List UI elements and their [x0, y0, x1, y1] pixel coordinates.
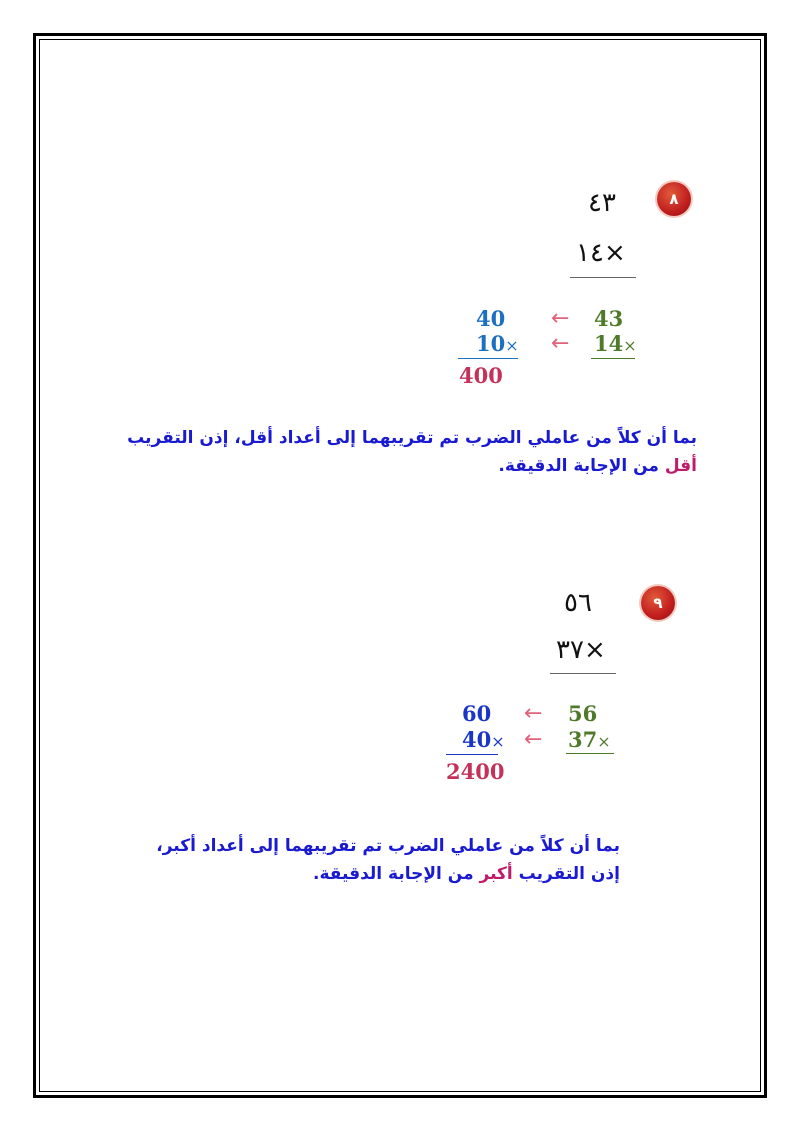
arrow-icon: ←: [551, 306, 570, 331]
rounded-top-number: 40: [476, 306, 506, 331]
original-underline: [570, 277, 636, 278]
arrow-icon: ←: [524, 727, 543, 752]
arrow-icon: ←: [524, 701, 543, 726]
problem-number-badge: ٩: [641, 586, 675, 620]
rounded-underline: [446, 754, 498, 755]
exact-underline: [566, 753, 614, 754]
rounded-top-number: 60: [462, 701, 492, 726]
original-bottom-number: ١٤×: [576, 238, 626, 268]
exact-top-number: 56: [568, 701, 598, 726]
rounded-underline: [458, 358, 518, 359]
explanation-text: بما أن كلاً من عاملي الضرب تم تقريبهما إلى أعداد أقل، إذن التقريب أقل من الإجابة الدقيقة.: [127, 428, 697, 476]
arrow-icon: ←: [551, 331, 570, 356]
original-top-number: ٤٣: [588, 188, 616, 218]
exact-bottom-number: 14×: [594, 331, 637, 356]
original-bottom-number: ٣٧×: [556, 635, 606, 665]
product-result: 400: [459, 363, 503, 388]
rounded-bottom-number: 40×: [462, 727, 505, 752]
product-result: 2400: [446, 759, 505, 784]
page-border-inner: [39, 39, 761, 1092]
original-underline: [550, 673, 616, 674]
problem-number-badge: ٨: [657, 182, 691, 216]
explanation-text: بما أن كلاً من عاملي الضرب تم تقريبهما إلى أعداد أكبر، إذن التقريب أكبر من الإجابة الدقيقة.: [156, 836, 620, 884]
exact-bottom-number: 37×: [568, 727, 611, 752]
original-top-number: ٥٦: [564, 588, 592, 618]
rounded-bottom-number: 10×: [476, 331, 519, 356]
exact-top-number: 43: [594, 306, 624, 331]
exact-underline: [591, 358, 635, 359]
